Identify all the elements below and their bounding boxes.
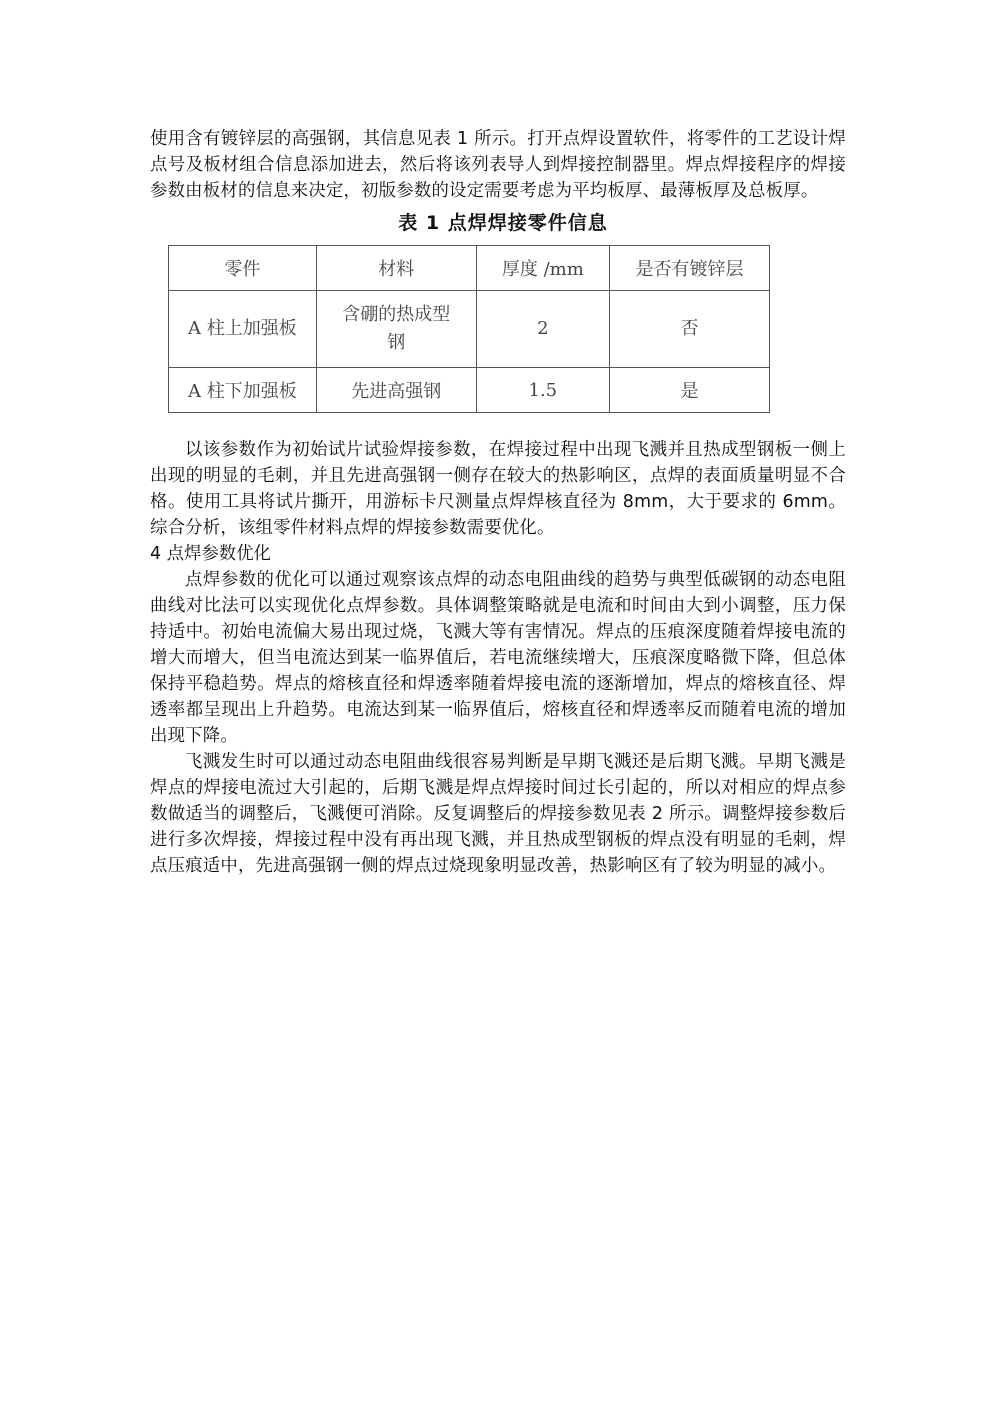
table-cell: A 柱下加强板 (169, 368, 317, 413)
wrapped-cell-text: 含硼的热成型钢 (342, 304, 451, 353)
body-paragraph: 飞溅发生时可以通过动态电阻曲线很容易判断是早期飞溅还是后期飞溅。早期飞溅是焊点的焊接电流过大引起的，后期飞溅是焊点焊接时间过长引起的，所以对相应的焊点参数做适当的调整后，飞溅便可消除。反复调整后的焊接参数见表 2 所示。调整焊接参数后进行多次焊接，焊接过程中没有再出现飞溅，并且热成型钢板的焊点没有明显的毛刺，焊点压痕适中，先进高强钢一侧的焊点过烧现象明显改善，热影响区有了较为明显的减小。 (150, 752, 846, 876)
table-row (169, 291, 770, 368)
body-paragraph: 点焊参数的优化可以通过观察该点焊的动态电阻曲线的趋势与典型低碳钢的动态电阻曲线对比法可以实现优化点焊参数。具体调整策略就是电流和时间由大到小调整，压力保持适中。初始电流偏大易出现过烧，飞溅大等有害情况。焊点的压痕深度随着焊接电流的增大而增大，但当电流达到某一临界值后，若电流继续增大，压痕深度略微下降，但总体保持平稳趋势。焊点的熔核直径和焊透率随着焊接电流的逐渐增加，焊点的熔核直径、焊透率都呈现出上升趋势。电流达到某一临界值后，熔核直径和焊透率反而随着电流的增加出现下降。 (150, 570, 846, 746)
table-header-cell: 材料 (316, 246, 476, 291)
table-cell: 2 (476, 291, 609, 368)
spacer (150, 413, 846, 437)
table-cell: 1.5 (476, 368, 609, 413)
table-row (169, 368, 770, 413)
parts-info-table (168, 245, 770, 413)
table-cell: 否 (609, 291, 769, 368)
section-heading: 4 点焊参数优化 (150, 544, 271, 564)
table-container (168, 245, 770, 413)
table-header-cell: 是否有镀锌层 (609, 246, 769, 291)
table-title: 表 1 点焊焊接零件信息 (398, 212, 608, 234)
table-header-row (169, 246, 770, 291)
table-cell: 是 (609, 368, 769, 413)
document-page (150, 126, 846, 879)
table-cell: 先进高强钢 (316, 368, 476, 413)
table-cell (316, 291, 476, 368)
table-header-cell: 零件 (169, 246, 317, 291)
body-paragraph: 以该参数作为初始试片试验焊接参数，在焊接过程中出现飞溅并且热成型钢板一侧上出现的明显的毛刺，并且先进高强钢一侧存在较大的热影响区，点焊的表面质量明显不合格。使用工具将试片撕开，用游标卡尺测量点焊焊核直径为 8mm，大于要求的 6mm。综合分析，该组零件材料点焊的焊接参数需要优化。 (150, 440, 846, 538)
intro-paragraph: 使用含有镀锌层的高强钢，其信息见表 1 所示。打开点焊设置软件，将零件的工艺设计焊点号及板材组合信息添加进去，然后将该列表导人到焊接控制器里。焊点焊接程序的焊接参数由板材的信息来决定，初版参数的设定需要考虑为平均板厚、最薄板厚及总板厚。 (150, 129, 846, 201)
table-header-cell: 厚度 /mm (476, 246, 609, 291)
table-cell: A 柱上加强板 (169, 291, 317, 368)
